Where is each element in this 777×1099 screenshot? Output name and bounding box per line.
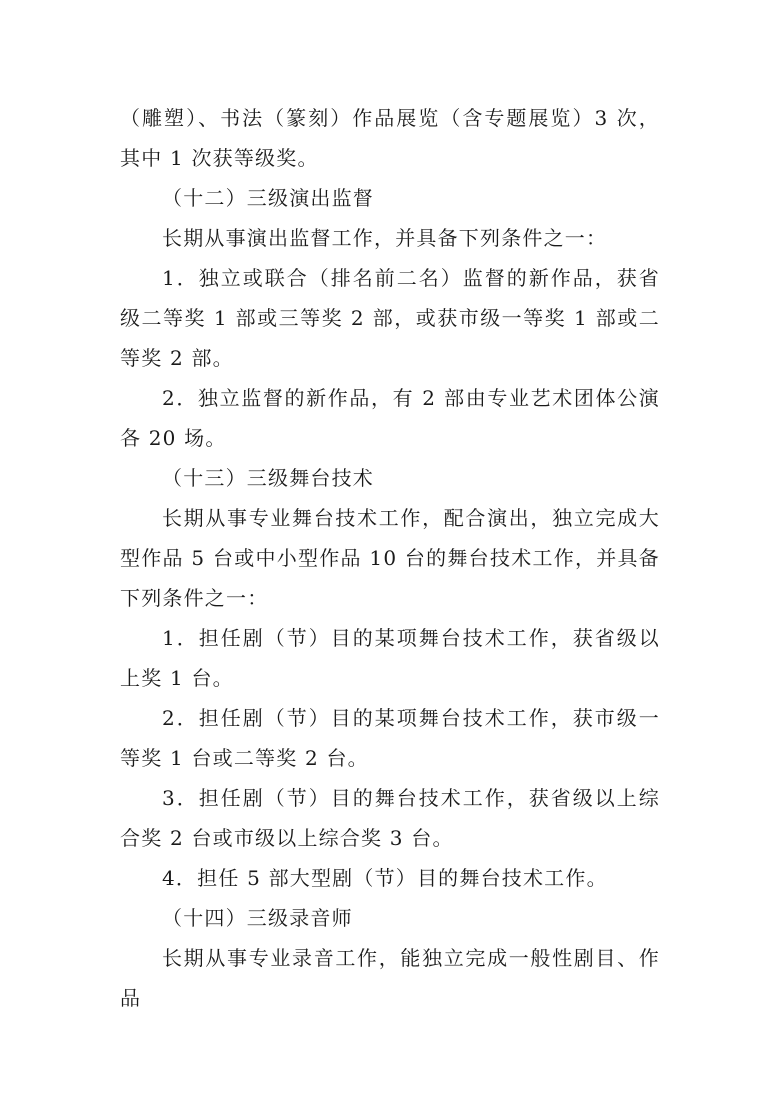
document-body bbox=[120, 98, 660, 1018]
section-intro-14: 长期从事专业录音工作，能独立完成一般性剧目、作品 bbox=[120, 946, 660, 1010]
paragraph-continuation: （雕塑）、书法（篆刻）作品展览（含专题展览）3 次，其中 1 次获等级奖。 bbox=[120, 106, 660, 170]
list-item: 2．担任剧（节）目的某项舞台技术工作，获市级一等奖 1 台或二等奖 2 台。 bbox=[120, 706, 660, 770]
list-item: 1．独立或联合（排名前二名）监督的新作品，获省级二等奖 1 部或三等奖 2 部，或获市级一等奖 1 部或二等奖 2 部。 bbox=[120, 266, 660, 370]
section-heading-14: （十四）三级录音师 bbox=[162, 906, 353, 930]
list-item: 4．担任 5 部大型剧（节）目的舞台技术工作。 bbox=[162, 866, 608, 890]
section-intro-13: 长期从事专业舞台技术工作，配合演出，独立完成大型作品 5 台或中小型作品 10 台的舞台技术工作，并具备下列条件之一： bbox=[120, 506, 660, 610]
section-intro-12: 长期从事演出监督工作，并具备下列条件之一： bbox=[162, 226, 608, 250]
list-item: 2．独立监督的新作品，有 2 部由专业艺术团体公演各 20 场。 bbox=[120, 386, 660, 450]
section-heading-12: （十二）三级演出监督 bbox=[162, 186, 374, 210]
list-item: 1．担任剧（节）目的某项舞台技术工作，获省级以上奖 1 台。 bbox=[120, 626, 660, 690]
section-heading-13: （十三）三级舞台技术 bbox=[162, 466, 374, 490]
list-item: 3．担任剧（节）目的舞台技术工作，获省级以上综合奖 2 台或市级以上综合奖 3 台。 bbox=[120, 786, 660, 850]
